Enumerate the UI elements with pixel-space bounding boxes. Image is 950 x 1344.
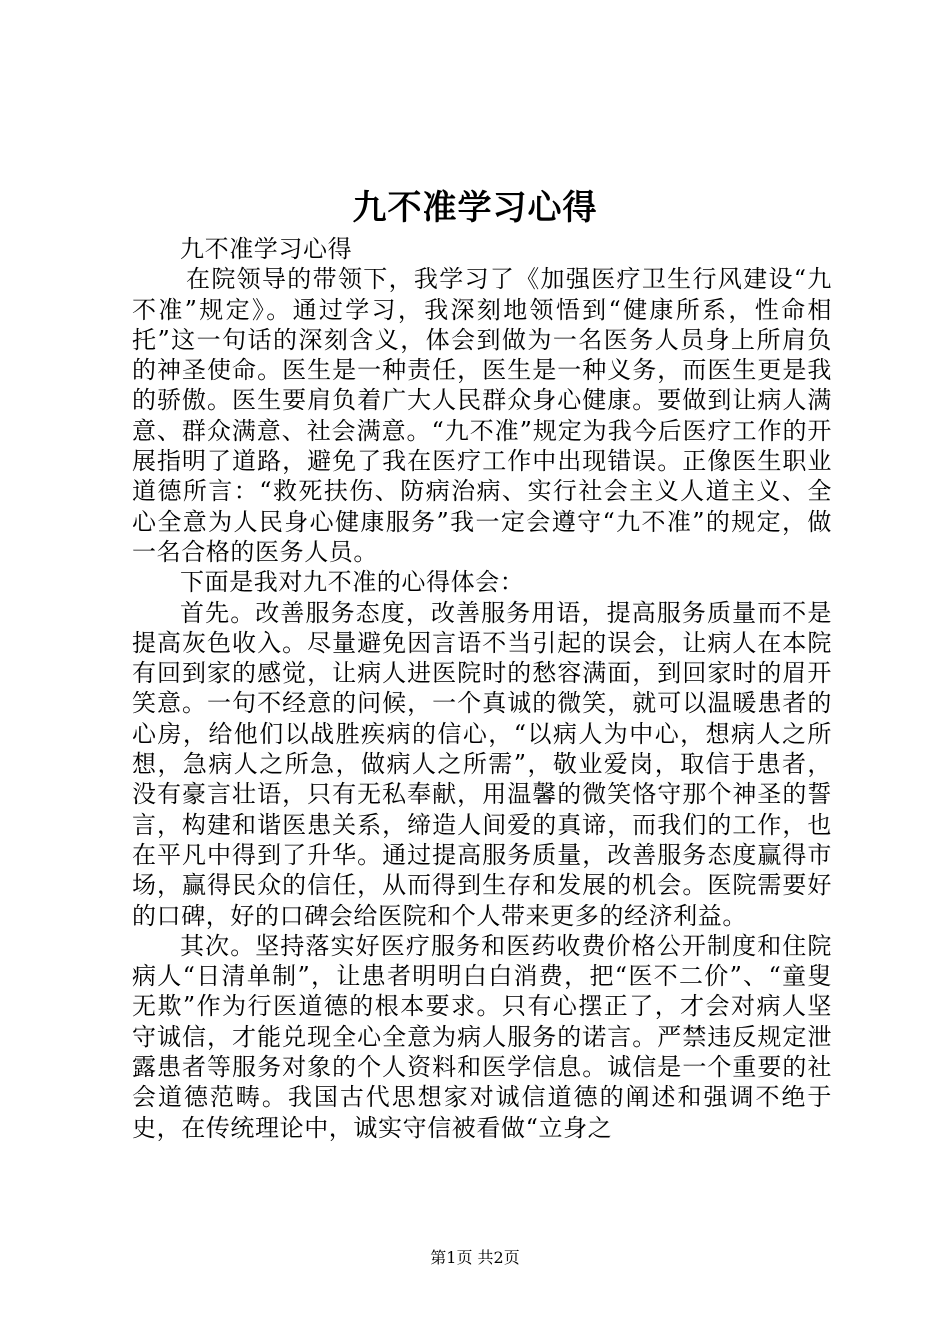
body-paragraph-transition: 下面是我对九不准的心得体会：: [180, 568, 525, 597]
document-body: [132, 234, 832, 1143]
body-paragraph-second: 其次。坚持落实好医疗服务和医药收费价格公开制度和住院病人“日清单制”，让患者明明白白消费，把“医不二价”、“童叟无欺”作为行医道德的根本要求。只有心摆正了，才会对病人坚守诚信，才能兑现全心全意为病人服务的诺言。严禁违反规定泄露患者等服务对象的个人资料和医学信息。诚信是一个重要的社会道德范畴。我国古代思想家对诚信道德的阐述和强调不绝于史，在传统理论中，诚实守信被看做“立身之: [132, 931, 832, 1142]
document-title: 九不准学习心得: [352, 188, 598, 228]
body-paragraph-first: 首先。改善服务态度，改善服务用语，提高服务质量而不是提高灰色收入。尽量避免因言语不当引起的误会，让病人在本院有回到家的感觉，让病人进医院时的愁容满面，到回家时的眉开笑意。一句不经意的问候，一个真诚的微笑，就可以温暖患者的心房，给他们以战胜疾病的信心，“以病人为中心，想病人之所想，急病人之所急，做病人之所需”，敬业爱岗，取信于患者，没有豪言壮语，只有无私奉献，用温馨的微笑恪守那个神圣的誓言，构建和谐医患关系，缔造人间爱的真谛，而我们的工作，也在平凡中得到了升华。通过提高服务质量，改善服务态度赢得市场，赢得民众的信任，从而得到生存和发展的机会。医院需要好的口碑，好的口碑会给医院和个人带来更多的经济利益。: [132, 598, 832, 930]
page-number-footer: 第1页 共2页: [430, 1248, 520, 1267]
body-paragraph-intro: 在院领导的带领下，我学习了《加强医疗卫生行风建设“九不准”规定》。通过学习，我深刻地领悟到“健康所系，性命相托”这一句话的深刻含义，体会到做为一名医务人员身上所肩负的神圣使命。医生是一种责任，医生是一种义务，而医生更是我的骄傲。医生要肩负着广大人民群众身心健康。要做到让病人满意、群众满意、社会满意。“九不准”规定为我今后医疗工作的开展指明了道路，避免了我在医疗工作中出现错误。正像医生职业道德所言：“救死扶伤、防病治病、实行社会主义人道主义、全心全意为人民身心健康服务”我一定会遵守“九不准”的规定，做一名合格的医务人员。: [132, 265, 832, 566]
body-paragraph-heading: 九不准学习心得: [180, 235, 353, 263]
